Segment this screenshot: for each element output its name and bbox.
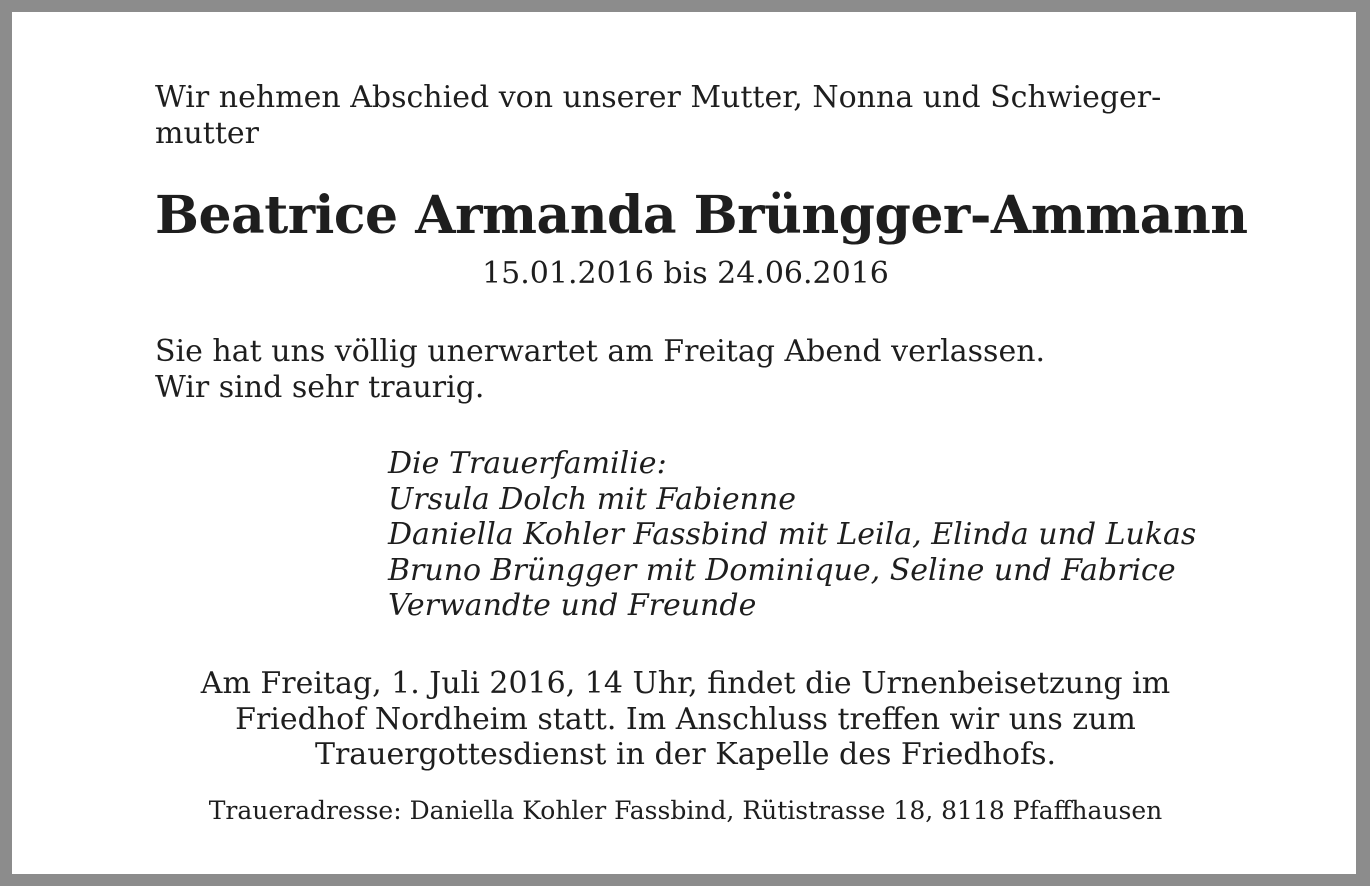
family-line: Daniella Kohler Fassbind mit Leila, Elinda und Lukas bbox=[388, 517, 1197, 552]
deceased-name: Beatrice Armanda Brüngger-Ammann bbox=[155, 185, 1248, 246]
life-dates: 15.01.2016 bis 24.06.2016 bbox=[482, 256, 889, 291]
family-line: Bruno Brüngger mit Dominique, Seline und Fabrice bbox=[388, 552, 1176, 588]
intro-text bbox=[155, 80, 1216, 152]
family-list bbox=[388, 446, 1196, 624]
message-line: Sie hat uns völlig unerwartet am Freitag Abend verlassen. bbox=[155, 334, 1046, 369]
message-text bbox=[155, 334, 1216, 406]
funeral-line: Friedhof Nordheim statt. Im Anschluss treffen wir uns zum bbox=[235, 701, 1136, 737]
funeral-info bbox=[155, 666, 1216, 773]
family-line: Ursula Dolch mit Fabienne bbox=[388, 481, 796, 517]
obituary-notice bbox=[12, 12, 1356, 874]
intro-line: mutter bbox=[155, 116, 259, 151]
family-line: Verwandte und Freunde bbox=[388, 588, 757, 623]
funeral-line: Trauergottesdienst in der Kapelle des Friedhofs. bbox=[314, 737, 1057, 772]
message-line: Wir sind sehr traurig. bbox=[155, 370, 485, 405]
family-heading: Die Trauerfamilie: bbox=[388, 446, 667, 481]
intro-line: Wir nehmen Abschied von unserer Mutter, Nonna und Schwieger- bbox=[155, 80, 1162, 115]
mourning-address: Traueradresse: Daniella Kohler Fassbind, Rütistrasse 18, 8118 Pfaffhausen bbox=[208, 796, 1163, 825]
funeral-line: Am Freitag, 1. Juli 2016, 14 Uhr, findet die Urnenbeisetzung im bbox=[200, 666, 1171, 701]
